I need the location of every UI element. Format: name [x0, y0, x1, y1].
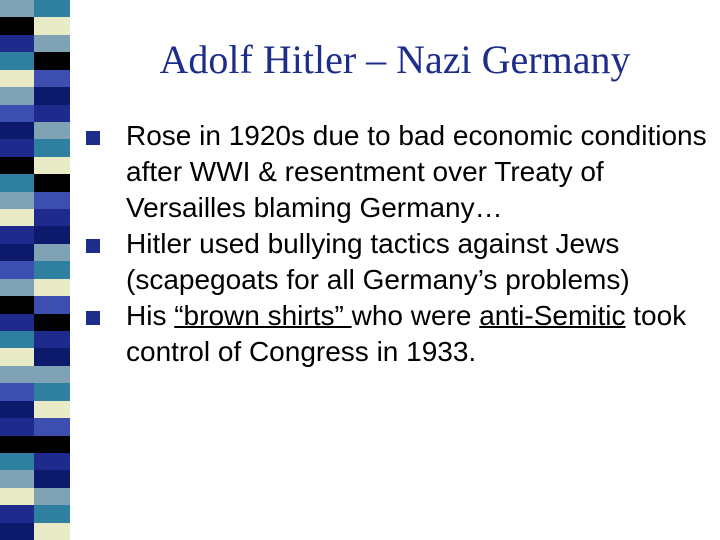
stripe-block — [0, 209, 34, 226]
stripe-band — [0, 279, 70, 296]
stripe-band — [0, 105, 70, 122]
stripe-block — [0, 122, 34, 139]
bullet-text: Rose in 1920s due to bad economic conditions after WWI & resentment over Treaty of Versailles blaming Germany… — [126, 120, 707, 223]
stripe-block — [34, 174, 70, 191]
stripe-block — [34, 139, 70, 156]
stripe-block — [0, 348, 34, 365]
stripe-block — [0, 70, 34, 87]
stripe-block — [34, 418, 70, 435]
decorative-left-stripe — [0, 0, 70, 540]
stripe-band — [0, 383, 70, 400]
stripe-block — [0, 174, 34, 191]
stripe-block — [34, 87, 70, 104]
bullet-text: who were — [351, 300, 480, 331]
stripe-block — [34, 401, 70, 418]
stripe-block — [0, 105, 34, 122]
stripe-band — [0, 70, 70, 87]
stripe-block — [34, 348, 70, 365]
stripe-block — [0, 17, 34, 34]
stripe-block — [0, 470, 34, 487]
stripe-block — [34, 383, 70, 400]
stripe-block — [0, 383, 34, 400]
stripe-block — [0, 488, 34, 505]
stripe-band — [0, 488, 70, 505]
stripe-block — [34, 157, 70, 174]
stripe-block — [0, 0, 34, 17]
stripe-band — [0, 470, 70, 487]
stripe-block — [0, 244, 34, 261]
bullet-text: Hitler used bullying tactics against Jews (scapegoats for all Germany’s problems) — [126, 228, 630, 295]
stripe-block — [0, 436, 34, 453]
stripe-block — [34, 470, 70, 487]
stripe-band — [0, 157, 70, 174]
stripe-band — [0, 244, 70, 261]
stripe-block — [34, 192, 70, 209]
stripe-band — [0, 209, 70, 226]
stripe-band — [0, 348, 70, 365]
square-bullet-icon — [86, 311, 100, 325]
stripe-band — [0, 401, 70, 418]
bullet-text: His — [126, 300, 175, 331]
stripe-block — [0, 261, 34, 278]
stripe-block — [34, 488, 70, 505]
stripe-band — [0, 52, 70, 69]
stripe-block — [0, 505, 34, 522]
stripe-block — [0, 35, 34, 52]
stripe-band — [0, 174, 70, 191]
bullet-list — [86, 118, 716, 370]
stripe-band — [0, 0, 70, 17]
stripe-block — [34, 331, 70, 348]
stripe-block — [34, 0, 70, 17]
stripe-band — [0, 226, 70, 243]
square-bullet-icon — [86, 131, 100, 145]
stripe-block — [0, 401, 34, 418]
stripe-band — [0, 17, 70, 34]
stripe-block — [0, 453, 34, 470]
stripe-band — [0, 418, 70, 435]
stripe-band — [0, 139, 70, 156]
stripe-block — [34, 436, 70, 453]
stripe-block — [0, 418, 34, 435]
bullet-item — [86, 226, 716, 298]
stripe-block — [34, 244, 70, 261]
stripe-block — [0, 314, 34, 331]
stripe-block — [34, 52, 70, 69]
slide-title: Adolf Hitler – Nazi Germany — [159, 37, 631, 82]
stripe-block — [34, 261, 70, 278]
stripe-block — [34, 366, 70, 383]
stripe-band — [0, 296, 70, 313]
stripe-block — [34, 453, 70, 470]
stripe-block — [34, 209, 70, 226]
stripe-band — [0, 314, 70, 331]
bullet-item — [86, 118, 716, 226]
stripe-band — [0, 505, 70, 522]
stripe-block — [0, 192, 34, 209]
stripe-block — [0, 279, 34, 296]
bullet-item — [86, 298, 716, 370]
stripe-band — [0, 87, 70, 104]
stripe-band — [0, 523, 70, 540]
stripe-block — [0, 296, 34, 313]
stripe-block — [0, 226, 34, 243]
stripe-block — [34, 523, 70, 540]
stripe-block — [0, 139, 34, 156]
square-bullet-icon — [86, 239, 100, 253]
stripe-block — [0, 523, 34, 540]
stripe-block — [34, 35, 70, 52]
underlined-text: “brown shirts” — [174, 300, 352, 331]
stripe-block — [0, 157, 34, 174]
bullet-text: took control of Congress in 1933. — [126, 300, 687, 367]
stripe-band — [0, 261, 70, 278]
stripe-band — [0, 35, 70, 52]
stripe-block — [34, 70, 70, 87]
underlined-text: anti-Semitic — [479, 300, 626, 331]
stripe-band — [0, 331, 70, 348]
stripe-block — [34, 122, 70, 139]
stripe-block — [34, 279, 70, 296]
stripe-block — [34, 505, 70, 522]
stripe-block — [0, 87, 34, 104]
stripe-block — [0, 52, 34, 69]
stripe-block — [34, 296, 70, 313]
stripe-band — [0, 192, 70, 209]
stripe-band — [0, 453, 70, 470]
stripe-band — [0, 366, 70, 383]
stripe-band — [0, 122, 70, 139]
stripe-block — [34, 314, 70, 331]
stripe-band — [0, 436, 70, 453]
stripe-block — [34, 105, 70, 122]
stripe-block — [34, 226, 70, 243]
stripe-block — [0, 366, 34, 383]
stripe-block — [34, 17, 70, 34]
stripe-block — [0, 331, 34, 348]
